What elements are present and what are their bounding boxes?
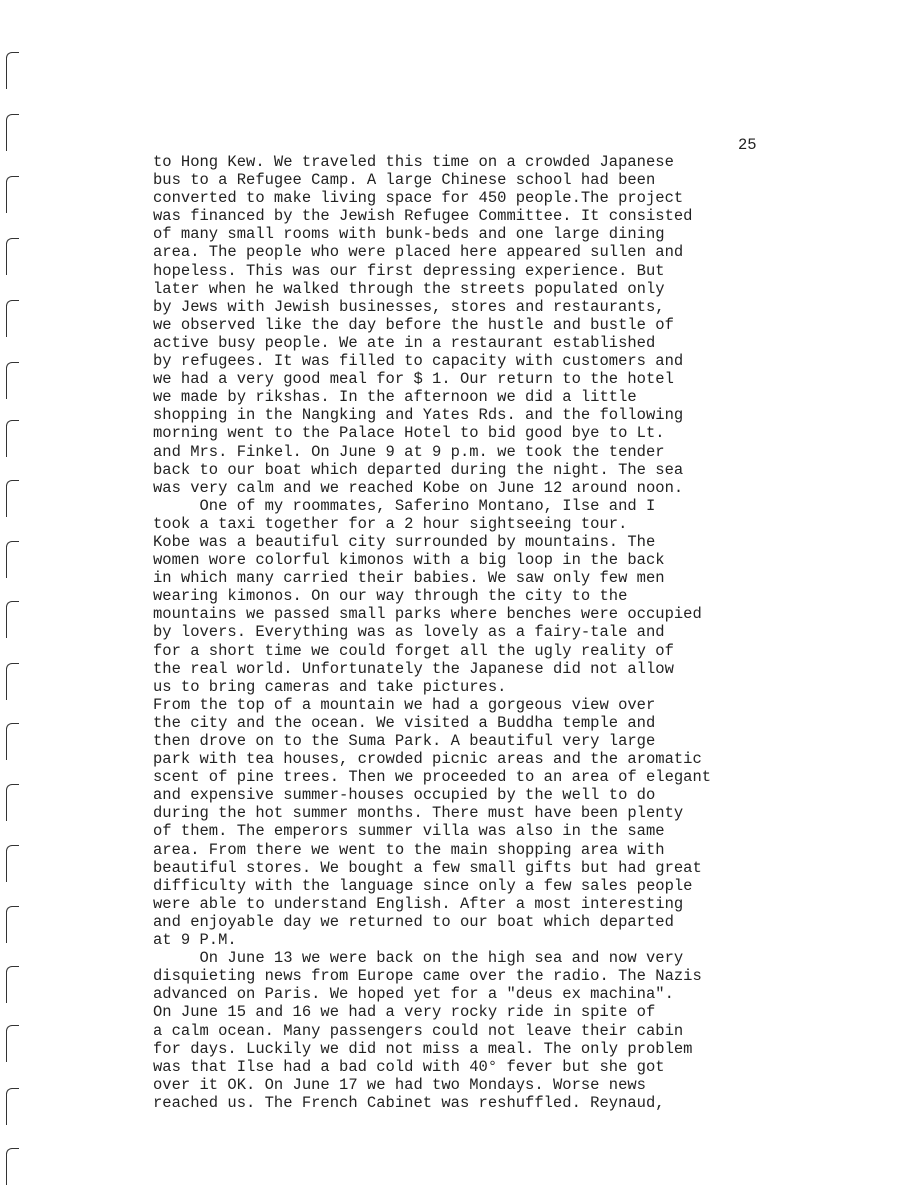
- text-line: to Hong Kew. We traveled this time on a crowded Japanese: [153, 153, 674, 171]
- binder-mark: [6, 601, 19, 638]
- text-line: then drove on to the Suma Park. A beautiful very large: [153, 732, 656, 750]
- text-line: the real world. Unfortunately the Japanese did not allow: [153, 659, 674, 678]
- text-line: back to our boat which departed during the night. The sea: [153, 460, 684, 479]
- text-line: over it OK. On June 17 we had two Mondays. Worse news: [153, 1075, 646, 1094]
- binder-mark: [6, 238, 19, 275]
- binder-mark: [6, 300, 19, 337]
- text-line: park with tea houses, crowded picnic areas and the aromatic: [153, 750, 702, 769]
- binder-mark: [6, 362, 19, 399]
- text-line: the city and the ocean. We visited a Buddha temple and: [153, 713, 656, 732]
- text-line: was financed by the Jewish Refugee Committee. It consisted: [153, 207, 693, 226]
- binder-mark: [6, 420, 19, 457]
- text-line: was very calm and we reached Kobe on June 12 around noon.: [153, 478, 684, 497]
- binder-mark: [6, 784, 19, 821]
- text-line: beautiful stores. We bought a few small gifts but had great: [153, 858, 702, 877]
- text-line: of many small rooms with bunk-beds and one large dining: [153, 225, 665, 244]
- text-line: and Mrs. Finkel. On June 9 at 9 p.m. we took the tender: [153, 442, 665, 461]
- text-line: later when he walked through the streets populated only: [153, 279, 665, 298]
- text-line: we observed like the day before the hustle and bustle of: [153, 315, 674, 334]
- text-line: scent of pine trees. Then we proceeded to an area of elegant: [153, 768, 712, 787]
- text-line: On June 13 we were back on the high sea and now very: [153, 949, 684, 968]
- text-line: during the hot summer months. There must have been plenty: [153, 804, 684, 823]
- binder-mark: [6, 480, 19, 517]
- text-line: us to bring cameras and take pictures.: [153, 677, 507, 696]
- binder-mark: [6, 663, 19, 700]
- text-line: One of my roommates, Saferino Montano, Ilse and I: [153, 496, 656, 515]
- text-line: advanced on Paris. We hoped yet for a "deus ex machina".: [153, 985, 674, 1004]
- binder-mark: [6, 1025, 19, 1062]
- binder-mark: [6, 541, 19, 578]
- text-line: shopping in the Nangking and Yates Rds. and the following: [153, 406, 684, 425]
- text-line: converted to make living space for 450 people.The project: [153, 189, 684, 208]
- text-line: of them. The emperors summer villa was also in the same: [153, 822, 665, 841]
- text-line: reached us. The French Cabinet was reshuffled. Reynaud,: [153, 1093, 665, 1112]
- binder-hole-marks: [6, 0, 22, 1188]
- text-line: women wore colorful kimonos with a big loop in the back: [153, 551, 665, 570]
- binder-mark: [6, 114, 19, 151]
- text-line: we had a very good meal for $ 1. Our return to the hotel: [153, 370, 674, 389]
- text-line: and enjoyable day we returned to our boat which departed: [153, 912, 674, 931]
- text-line: area. From there we went to the main shopping area with: [153, 840, 665, 859]
- text-line: were able to understand English. After a most interesting: [153, 894, 684, 913]
- text-line: for days. Luckily we did not miss a meal. The only problem: [153, 1039, 693, 1058]
- text-line: hopeless. This was our first depressing experience. But: [153, 261, 665, 280]
- binder-mark: [6, 966, 19, 1003]
- text-line: at 9 P.M.: [153, 931, 237, 950]
- text-line: difficulty with the language since only a few sales people: [153, 876, 693, 895]
- text-line: was that Ilse had a bad cold with 40° fever but she got: [153, 1057, 665, 1076]
- text-line: took a taxi together for a 2 hour sightseeing tour.: [153, 514, 628, 533]
- text-line: and expensive summer-houses occupied by the well to do: [153, 786, 656, 805]
- binder-mark: [6, 176, 19, 213]
- text-line: Kobe was a beautiful city surrounded by mountains. The: [153, 532, 656, 551]
- binder-mark: [6, 1088, 19, 1125]
- text-line: we made by rikshas. In the afternoon we did a little: [153, 388, 637, 407]
- text-line: mountains we passed small parks where benches were occupied: [153, 605, 702, 624]
- body-text: [153, 153, 853, 1112]
- binder-mark: [6, 1148, 19, 1185]
- binder-mark: [6, 906, 19, 943]
- text-line: From the top of a mountain we had a gorgeous view over: [153, 695, 656, 714]
- text-line: On June 15 and 16 we had a very rocky ride in spite of: [153, 1003, 656, 1022]
- text-line: wearing kimonos. On our way through the city to the: [153, 587, 628, 606]
- text-line: for a short time we could forget all the ugly reality of: [153, 641, 674, 660]
- text-line: active busy people. We ate in a restaurant established: [153, 333, 656, 352]
- text-line: by Jews with Jewish businesses, stores and restaurants,: [153, 297, 665, 316]
- binder-mark: [6, 52, 19, 89]
- page-number: 25: [738, 136, 757, 154]
- text-line: disquieting news from Europe came over the radio. The Nazis: [153, 967, 702, 986]
- binder-mark: [6, 723, 19, 760]
- binder-mark: [6, 845, 19, 882]
- text-line: a calm ocean. Many passengers could not leave their cabin: [153, 1021, 684, 1040]
- text-line: area. The people who were placed here appeared sullen and: [153, 243, 684, 262]
- text-line: morning went to the Palace Hotel to bid good bye to Lt.: [153, 424, 665, 443]
- text-line: bus to a Refugee Camp. A large Chinese school had been: [153, 171, 656, 190]
- text-line: by refugees. It was filled to capacity with customers and: [153, 352, 684, 371]
- text-line: in which many carried their babies. We saw only few men: [153, 569, 665, 588]
- text-line: by lovers. Everything was as lovely as a fairy-tale and: [153, 623, 665, 642]
